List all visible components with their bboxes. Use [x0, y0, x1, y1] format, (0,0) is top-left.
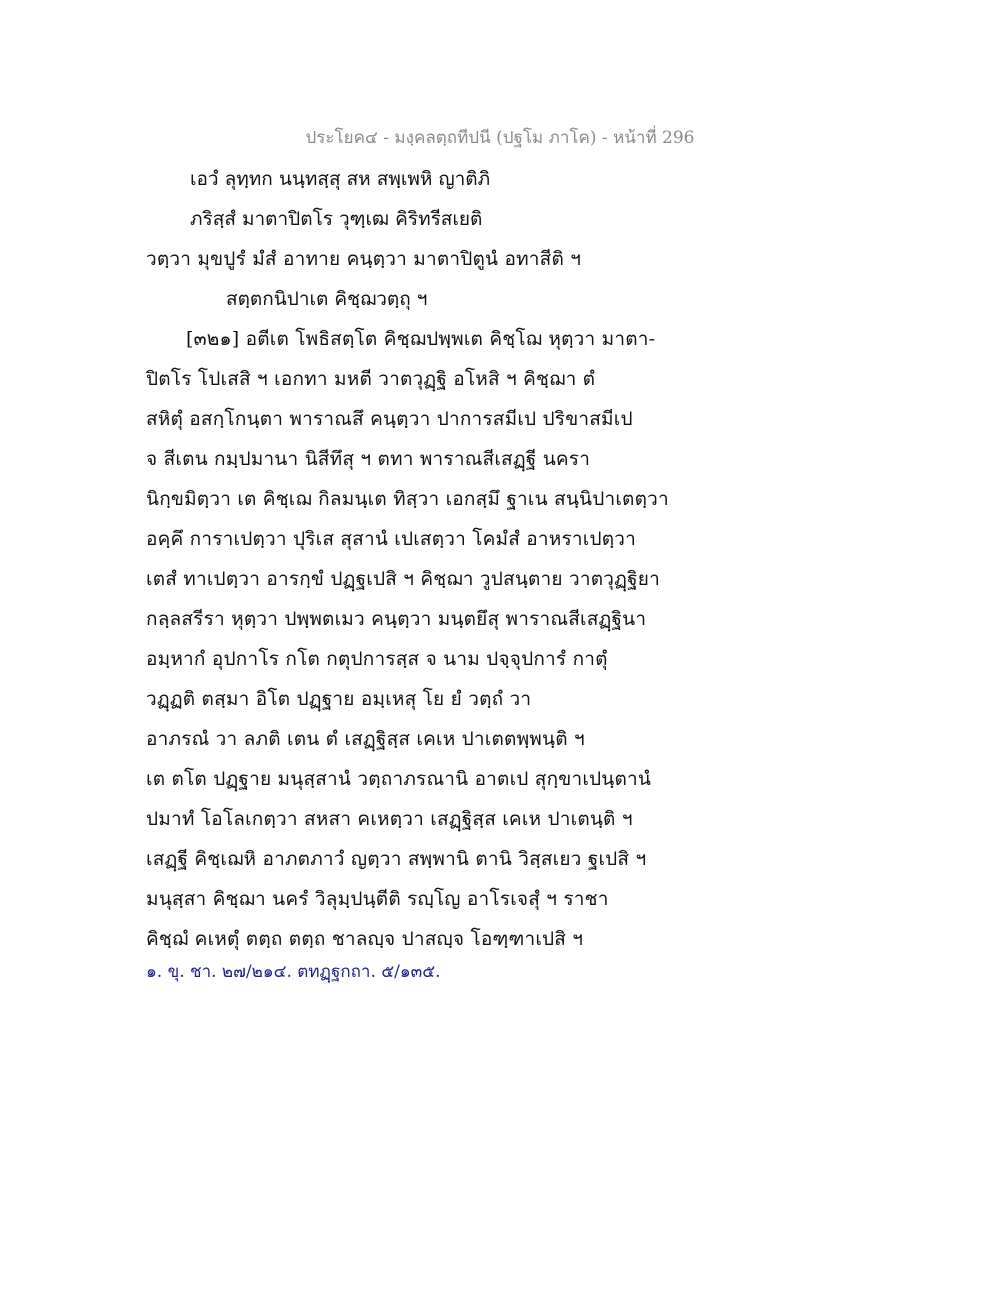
body-line: คิชฺฌํ คเหตุํ ตตฺถ ตตฺถ ชาลญฺจ ปาสญฺจ โอฑฺฑาเปสิ ฯ: [146, 928, 584, 950]
body-line: นิกฺขมิตฺวา เต คิชฺเฌ กิลมนฺเต ทิสฺวา เอกสฺมึ ฐาเน สนฺนิปาเตตฺวา: [146, 488, 669, 510]
body-line: อคฺคึ การาเปตฺวา ปุริเส สุสานํ เปเสตฺวา โคมํสํ อาหราเปตฺวา: [146, 528, 637, 550]
body-line: ปิตโร โปเสสิ ฯ เอกทา มหตี วาตวุฏฺฐิ อโหสิ ฯ คิชฺฌา ตํ: [146, 368, 596, 390]
body-line: วฏฺฏติ ตสฺมา อิโต ปฏฺฐาย อมฺเหสุ โย ยํ วตฺถํ วา: [146, 688, 532, 710]
page-header: [0, 124, 1000, 151]
body-line: อาภรณํ วา ลภติ เตน ตํ เสฏฺฐิสฺส เคเห ปาเตตพฺพนฺติ ฯ: [146, 728, 585, 750]
body-line: จ สีเตน กมฺปมานา นิสีทึสุ ฯ ตทา พาราณสีเสฏฺฐี นครา: [146, 448, 591, 470]
verse-end-line: วตฺวา มุขปูรํ มํสํ อาทาย คนฺตฺวา มาตาปิตูนํ อทาสีติ ฯ: [146, 248, 582, 270]
body-line: มนุสฺสา คิชฺฌา นครํ วิลุมฺปนฺตีติ รญฺโญ อาโรเจสุํ ฯ ราชา: [146, 888, 609, 910]
verse-line: เอวํ ลุทฺทก นนฺทสฺสุ สห สพฺเพหิ ญาติภิ: [190, 168, 491, 190]
body-line: สหิตุํ อสกฺโกนฺตา พาราณสึ คนฺตฺวา ปาการสมีเป ปริขาสมีเป: [146, 408, 633, 430]
body-line: ปมาทํ โอโลเกตฺวา สหสา คเหตฺวา เสฏฺฐิสฺส เคเห ปาเตนฺติ ฯ: [146, 808, 633, 830]
body-line: [๓๒๑] อตีเต โพธิสตฺโต คิชฺฌปพฺพเต คิชฺโฌ หุตฺวา มาตา-: [186, 328, 656, 350]
body-line: อมฺหากํ อุปกาโร กโต กตุปการสฺส จ นาม ปจฺจุปการํ กาตุํ: [146, 648, 608, 670]
body-line: เต ตโต ปฏฺฐาย มนุสฺสานํ วตฺถาภรณานิ อาตเป สุกฺขาเปนฺตานํ: [146, 768, 652, 790]
header-text: ประโยค๔ - มงฺคลตฺถทีปนี (ปฐโม ภาโค) - หน้าที่ 296: [305, 128, 695, 148]
verse-line: ภริสฺสํ มาตาปิตโร วุฑฺเฒ คิริทรีสเยติ: [190, 208, 483, 230]
body-line: กลฺลสรีรา หุตฺวา ปพฺพตเมว คนฺตฺวา มนฺตยึสุ พาราณสีเสฏฺฐินา: [146, 608, 647, 630]
footnote: ๑. ขุ. ชา. ๒๗/๒๑๔. ตทฏฺฐกถา. ๕/๑๓๕.: [146, 962, 441, 982]
body-line: เตสํ ทาเปตฺวา อารกฺขํ ปฏฺฐเปสิ ฯ คิชฺฌา วูปสนฺตาย วาตวุฏฺฐิยา: [146, 568, 660, 590]
body-line: เสฏฺฐี คิชฺเฌหิ อาภตภาวํ ญตฺวา สพฺพานิ ตานิ วิสฺสเยว ฐเปสิ ฯ: [146, 848, 647, 870]
section-title: สตฺตกนิปาเต คิชฺฌวตฺถุ ฯ: [226, 288, 428, 310]
